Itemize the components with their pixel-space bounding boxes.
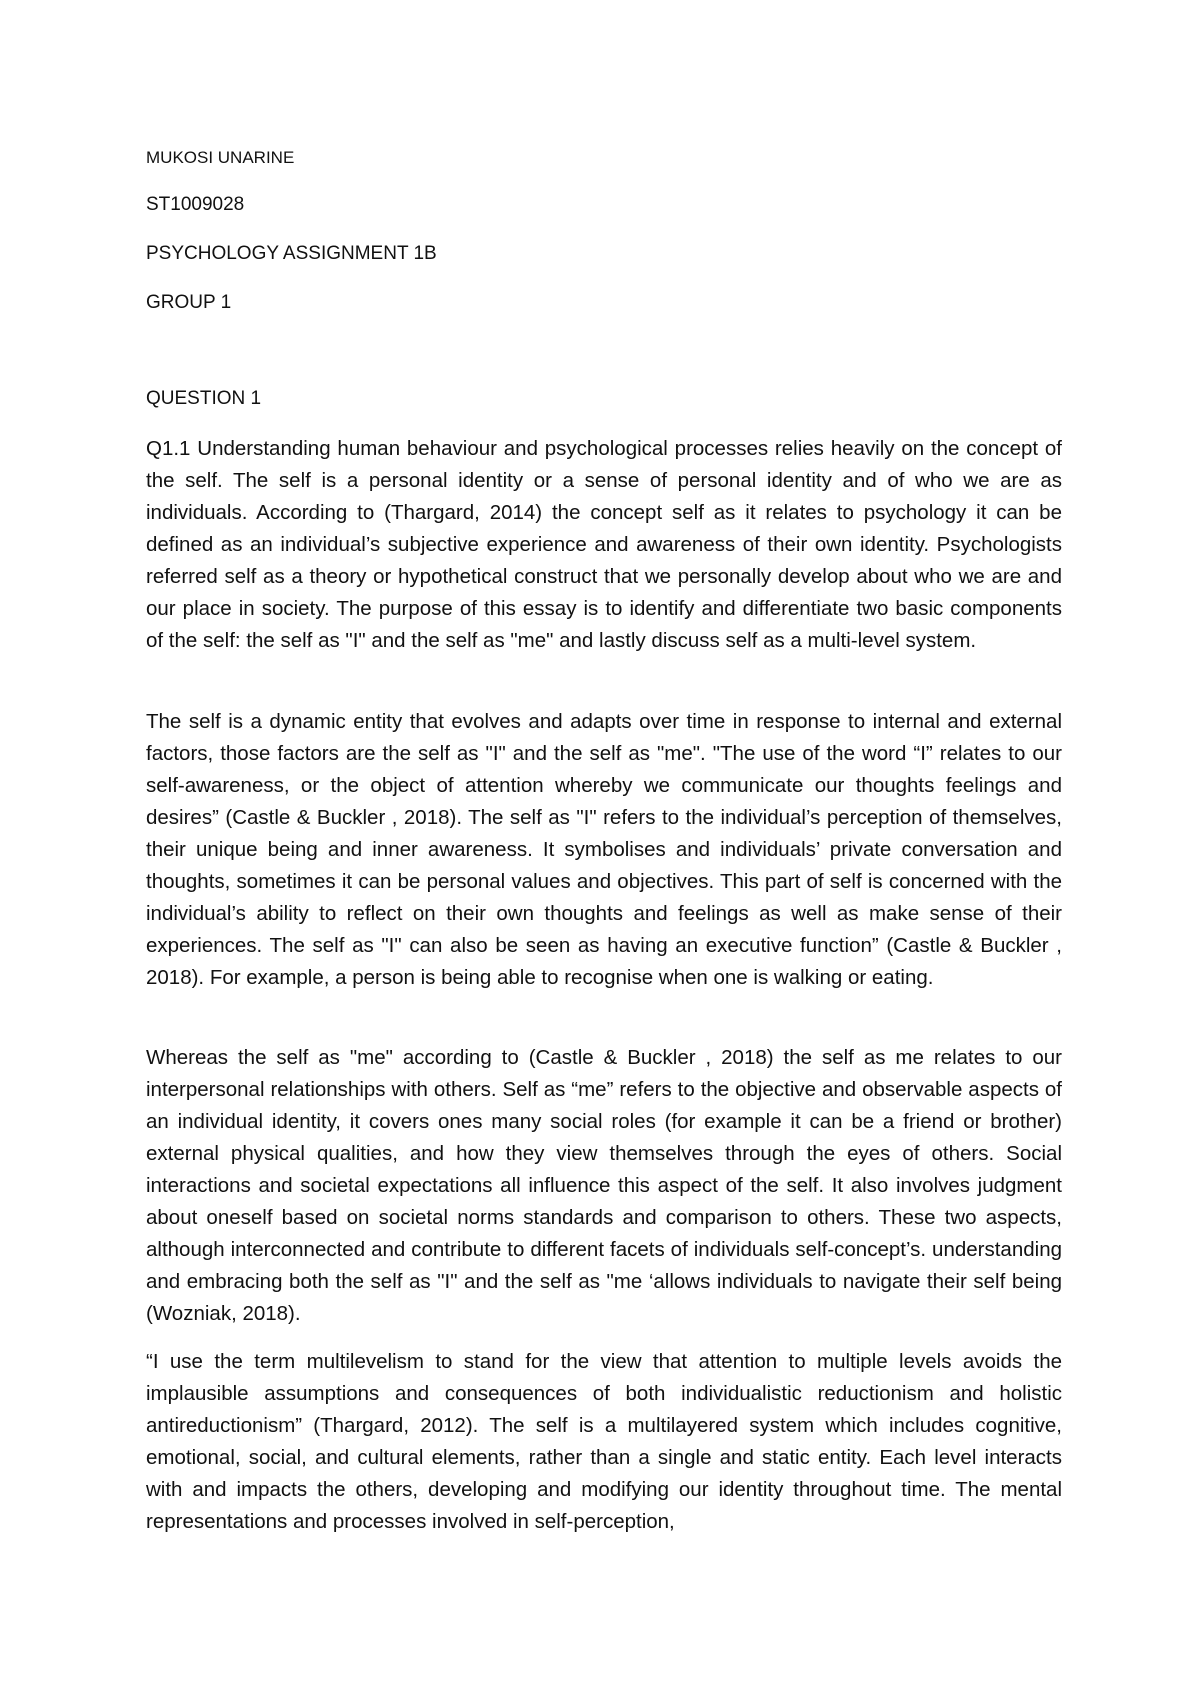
group-label: GROUP 1 [146,292,232,313]
student-name: MUKOSI UNARINE [146,148,295,167]
question-heading: QUESTION 1 [146,388,262,409]
body-paragraph-self-as-i: The self is a dynamic entity that evolves and adapts over time in response to internal and external factors, those factors are the self as "I" and the self as "me". "The use of the word “I” relates to our self-awareness, or the object of attention whereby we communicate our thoughts feelings and desires” (Castle & Buckler , 2018). The self as "I" refers to the individual’s perception of themselves, their unique being and inner awareness. It symbolises and individuals’ private conversation and thoughts, sometimes it can be personal values and objectives. This part of self is concerned with the individual’s ability to reflect on their own thoughts and feelings as well as make sense of their experiences. The self as "I" can also be seen as having an executive function” (Castle & Buckler , 2018). For example, a person is being able to recognise when one is walking or eating. [146,710,1062,989]
body-paragraph-self-as-me: Whereas the self as "me" according to (Castle & Buckler , 2018) the self as me relates to our interpersonal relationships with others. Self as “me” refers to the objective and observable aspects of an individual identity, it covers ones many social roles (for example it can be a friend or brother) external physical qualities, and how they view themselves through the eyes of others. Social interactions and societal expectations all influence this aspect of the self. It also involves judgment about oneself based on societal norms standards and comparison to others. These two aspects, although interconnected and contribute to different facets of individuals self-concept’s. understanding and embracing both the self as "I" and the self as "me ‘allows individuals to navigate their self being (Wozniak, 2018). [146,1046,1062,1325]
body-paragraph-q1-1: Q1.1 Understanding human behaviour and psychological processes relies heavily on the concept of the self. The self is a personal identity or a sense of personal identity and of who we are as individuals. According to (Thargard, 2014) the concept self as it relates to psychology it can be defined as an individual’s subjective experience and awareness of their own identity. Psychologists referred self as a theory or hypothetical construct that we personally develop about who we are and our place in society. The purpose of this essay is to identify and differentiate two basic components of the self: the self as "I" and the self as "me" and lastly discuss self as a multi-level system. [146,437,1062,652]
assignment-title: PSYCHOLOGY ASSIGNMENT 1B [146,243,437,264]
student-number: ST1009028 [146,194,245,215]
body-paragraph-multilevel: “I use the term multilevelism to stand for the view that attention to multiple levels avoids the implausible assumptions and consequences of both individualistic reductionism and holistic antireductionism” (Thargard, 2012). The self is a multilayered system which includes cognitive, emotional, social, and cultural elements, rather than a single and static entity. Each level interacts with and impacts the others, developing and modifying our identity throughout time. The mental representations and processes involved in self-perception, [146,1350,1062,1533]
